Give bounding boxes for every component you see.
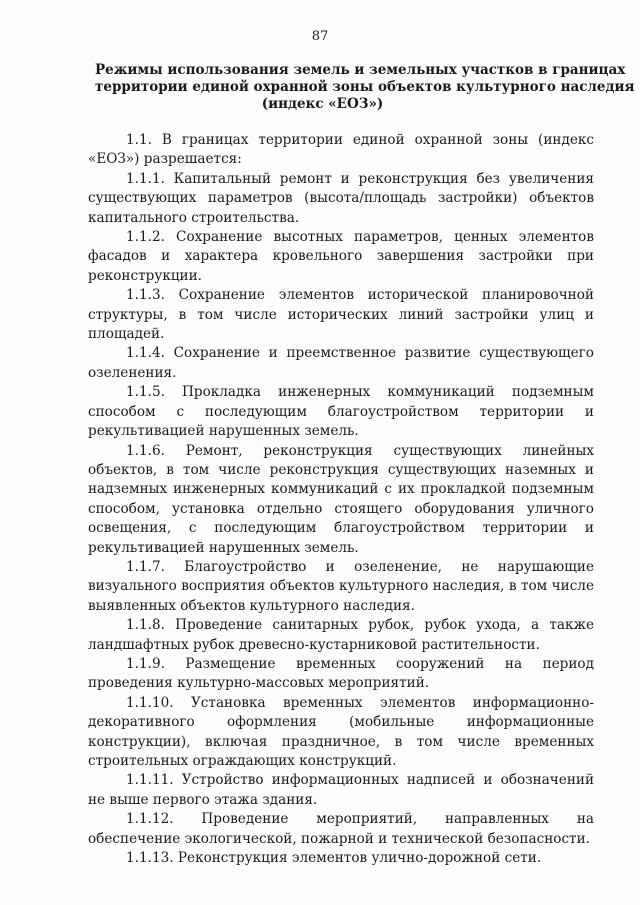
section-title-line: территории единой охранной зоны объектов культурного наследия	[95, 79, 635, 95]
paragraph-1-1-8: 1.1.8. Проведение санитарных рубок, рубок ухода, а также ландшафтных рубок древесно-кустарниковой растительности.	[88, 617, 594, 653]
paragraph-1-1-4: 1.1.4. Сохранение и преемственное развитие существующего озеленения.	[88, 345, 594, 381]
section-title-line: (индекс «ЕОЗ»)	[261, 96, 384, 112]
paragraph-1-1: 1.1. В границах территории единой охранной зоны (индекс «ЕОЗ») разрешается:	[88, 132, 594, 168]
paragraph-1-1-2: 1.1.2. Сохранение высотных параметров, ценных элементов фасадов и характера кровельного завершения застройки при реконструкции.	[88, 229, 594, 284]
page-number: 87	[311, 29, 329, 44]
paragraph-1-1-6: 1.1.6. Ремонт, реконструкция существующих линейных объектов, в том числе реконструкция существующих наземных и надземных инженерных коммуникаций с их прокладкой подземным способом, установка отдельно стоящего оборудования уличного освещения, с последующим благоустройством территории и рекультивацией нарушенных земель.	[88, 442, 594, 556]
paragraph-1-1-13: 1.1.13. Реконструкция элементов улично-дорожной сети.	[126, 850, 542, 867]
paragraph-1-1-5: 1.1.5. Прокладка инженерных коммуникаций подземным способом с последующим благоустройством территории и рекультивацией нарушенных земель.	[88, 384, 594, 440]
paragraph-1-1-1: 1.1.1. Капитальный ремонт и реконструкция без увеличения существующих параметров (высота/площадь застройки) объектов капитального строительства.	[88, 170, 594, 226]
section-title	[95, 62, 635, 113]
paragraph-1-1-10: 1.1.10. Установка временных элементов информационно-декоративного оформления (мобильные информационные конструкции), включая праздничное, в том числе временных строительных ограждающих конструкций.	[88, 694, 594, 769]
paragraph-1-1-9: 1.1.9. Размещение временных сооружений на период проведения культурно-массовых мероприятий.	[88, 655, 594, 692]
paragraph-1-1-12: 1.1.12. Проведение мероприятий, направленных на обеспечение экологической, пожарной и технической безопасности.	[88, 811, 594, 847]
document-body	[88, 131, 594, 868]
paragraph-1-1-7: 1.1.7. Благоустройство и озеленение, не нарушающие визуального восприятия объектов культурного наследия, в том числе выявленных объектов культурного наследия.	[88, 558, 594, 614]
paragraph-1-1-11: 1.1.11. Устройство информационных надписей и обозначений не выше первого этажа здания.	[88, 772, 594, 808]
section-title-line: Режимы использования земель и земельных участков в границах	[95, 62, 626, 78]
paragraph-1-1-3: 1.1.3. Сохранение элементов исторической планировочной структуры, в том числе исторических линий застройки улиц и площадей.	[88, 287, 594, 343]
